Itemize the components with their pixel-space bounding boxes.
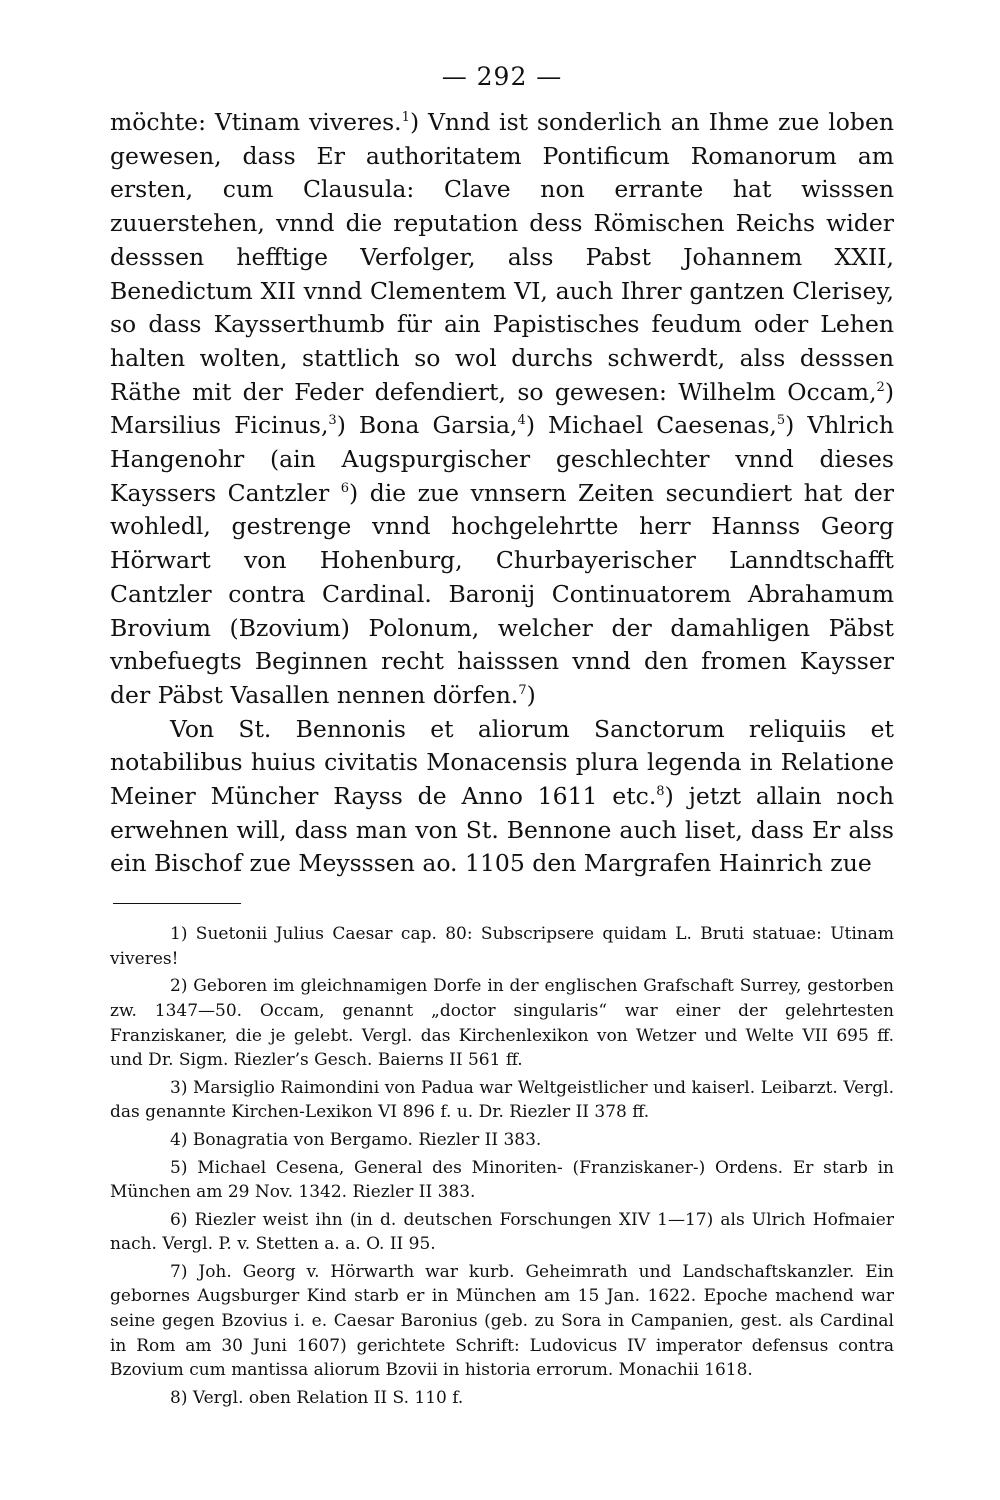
footnote-divider	[113, 903, 241, 904]
text-run: ) Michael Caesenas,	[525, 411, 777, 440]
footnote-ref: 1	[401, 110, 410, 125]
text-run: ) jetzt allain noch erwehnen will, dass man von St. Bennone auch liset, dass Er alss ein Bischof zue Meysssen ao. 1105 den Margrafen Hainrich zue	[110, 782, 894, 878]
footnote: 5) Michael Cesena, General des Minoriten- (Franziskaner-) Ordens. Er starb in München am 29 Nov. 1342. Riezler II 383.	[110, 1157, 894, 1203]
text-run: ) Marsilius Ficinus,	[110, 377, 894, 440]
footnote-ref: 7	[518, 682, 527, 698]
footnote-ref: 3	[328, 413, 337, 429]
footnote-ref: 4	[517, 413, 526, 429]
footnote: 3) Marsiglio Raimondini von Padua war Weltgeistlicher und kaiserl. Leibarzt. Vergl. das genannte Kirchen-Lexikon VI 896 f. u. Dr. Riezler II 378 ff.	[110, 1077, 894, 1123]
footnote-ref: 5	[776, 413, 786, 429]
text-run: ) Vnnd ist sonderlich an Ihme zue loben gewesen, dass Er authoritatem Pontificum Romanorum am ersten, cum Clausula: Clave non errante hat wisssen zuuerstehen, vnnd die reputation dess Römischen Reichs wider desssen hefftige Verfolger, alss Pabst Johannem XXII, Benedictum XII vnnd Clementem VI, auch Ihrer gantzen Clerisey, so dass Kaysserthumb für ain Papistisches feudum oder Lehen halten wolten, stattlich so wol durchs schwerdt, alss desssen Räthe mit der Feder defendiert, so gewesen: Wilhelm Occam,	[110, 108, 895, 406]
text-run: )	[526, 680, 536, 709]
page-number: — 292 —	[441, 62, 563, 91]
footnotes	[110, 922, 894, 1410]
paragraph	[110, 713, 894, 882]
footnote-ref: 2	[876, 379, 885, 395]
footnote: 4) Bonagratia von Bergamo. Riezler II 383.	[170, 1129, 542, 1150]
footnote: 6) Riezler weist ihn (in d. deutschen Forschungen XIV 1—17) als Ulrich Hofmaier nach. Vergl. P. v. Stetten a. a. O. II 95.	[110, 1209, 894, 1255]
text-run: möchte: Vtinam viveres.	[110, 108, 402, 136]
footnote-ref: 6	[340, 480, 350, 496]
text-run: Von St. Bennonis et aliorum Sanctorum reliquiis et notabilibus huius civitatis Monacensis plura legenda in Relatione Meiner Müncher Rayss de Anno 1611 etc.	[110, 714, 894, 811]
footnote-ref: 8	[656, 784, 665, 800]
footnote: 1) Suetonii Julius Caesar cap. 80: Subscripsere quidam L. Bruti statuae: Utinam viveres!	[110, 924, 894, 969]
footnote: 2) Geboren im gleichnamigen Dorfe in der englischen Grafschaft Surrey, gestorben zw. 1347—50. Occam, genannt „doctor singularis“ war einer der gelehrtesten Franziskaner, die je gelebt. Vergl. das Kirchenlexikon von Wetzer und Welte VII 695 ff. und Dr. Sigm. Riezler’s Gesch. Baierns II 561 ff.	[110, 976, 894, 1071]
footnote: 8) Vergl. oben Relation II S. 110 f.	[170, 1387, 464, 1408]
text-run: ) Bona Garsia,	[336, 411, 518, 440]
footnote: 7) Joh. Georg v. Hörwarth war kurb. Geheimrath und Landschaftskanzler. Ein gebornes Augsburger Kind starb er in München am 15 Jan. 1622. Epoche machend war seine gegen Bzovius i. e. Caesar Baronius (geb. zu Sora in Campanien, gest. als Cardinal in Rom am 30 Juni 1607) gerichtete Schrift: Ludovicus IV imperator defensus contra Bzovium cum mantissa aliorum Bzovii in historia errorum. Monachii 1618.	[110, 1261, 894, 1381]
text-run: ) die zue vnnsern Zeiten secundiert hat der wohledl, gestrenge vnnd hochgelehrtte herr Hannss Georg Hörwart von Hohenburg, Churbayerischer Lanndtschafft Cantzler contra Cardinal. Baronij Continuatorem Abrahamum Brovium (Bzovium) Polonum, welcher der damahligen Päbst vnbefuegts Beginnen recht haisssen vnnd den fromen Kaysser der Päbst Vasallen nennen dörfen.	[110, 478, 894, 709]
book-page	[110, 62, 894, 1413]
text-run: ) Vhlrich Hangenohr (ain Augspurgischer geschlechter vnnd dieses Kayssers Cantzler	[110, 411, 894, 507]
main-text	[110, 106, 894, 881]
paragraph	[110, 106, 894, 713]
